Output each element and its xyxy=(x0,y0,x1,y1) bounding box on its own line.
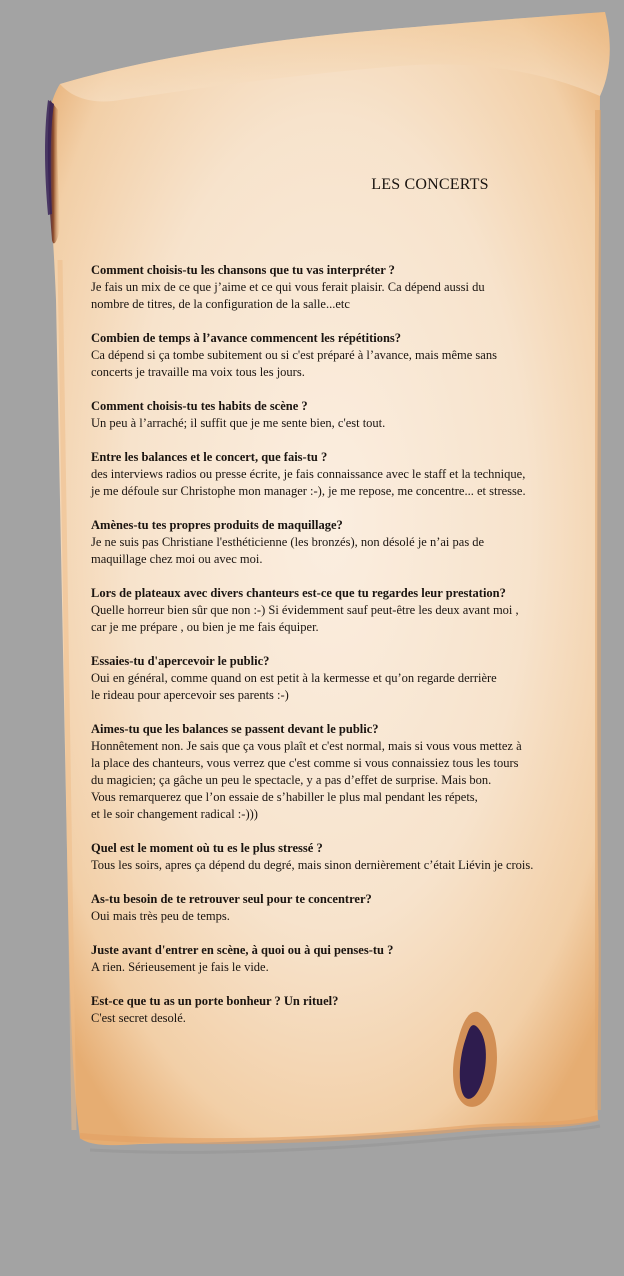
answer: des interviews radios ou presse écrite, je fais connaissance avec le staff et la technique, je me défoule sur Christophe mon manager :-), je me repose, me concentre... et stresse. xyxy=(91,467,526,498)
question: Comment choisis-tu les chansons que tu vas interpréter ? xyxy=(91,263,395,277)
answer: Je ne suis pas Christiane l'esthéticienne (les bronzés), non désolé je n’ai pas de maquillage chez moi ou avec moi. xyxy=(91,535,485,566)
question: Quel est le moment où tu es le plus stressé ? xyxy=(91,841,323,855)
qa-item xyxy=(91,517,601,568)
answer: Oui mais très peu de temps. xyxy=(91,909,230,923)
question: Est-ce que tu as un porte bonheur ? Un rituel? xyxy=(91,994,339,1008)
qa-item xyxy=(91,942,601,976)
question: Essaies-tu d'apercevoir le public? xyxy=(91,654,270,668)
answer: Un peu à l’arraché; il suffit que je me sente bien, c'est tout. xyxy=(91,416,386,430)
question: Juste avant d'entrer en scène, à quoi ou à qui penses-tu ? xyxy=(91,943,394,957)
qa-item xyxy=(91,585,601,636)
question: Entre les balances et le concert, que fais-tu ? xyxy=(91,450,328,464)
question: Aimes-tu que les balances se passent devant le public? xyxy=(91,722,379,736)
answer: Honnêtement non. Je sais que ça vous plaît et c'est normal, mais si vous vous mettez à la place des chanteurs, vous verrez que c'est comme si vous connaissiez tous les tours du magicien; ça gâche un peu le spectacle, y a pas d’effet de surprise. Mais bon. Vous remarquerez que l’on essaie de s’habiller le plus mal pendant les répets, et le soir changement radical :-))) xyxy=(91,739,522,821)
question: Combien de temps à l’avance commencent les répétitions? xyxy=(91,331,402,345)
answer: Je fais un mix de ce que j’aime et ce qui vous ferait plaisir. Ca dépend aussi du nombre de titres, de la configuration de la salle...etc xyxy=(91,280,485,311)
qa-item xyxy=(91,330,601,381)
qa-item xyxy=(91,653,601,704)
answer: Ca dépend si ça tombe subitement ou si c'est préparé à l’avance, mais même sans concerts je travaille ma voix tous les jours. xyxy=(91,348,497,379)
question: Comment choisis-tu tes habits de scène ? xyxy=(91,399,308,413)
qa-item xyxy=(91,891,601,925)
question: Lors de plateaux avec divers chanteurs est-ce que tu regardes leur prestation? xyxy=(91,586,506,600)
page-title: LES CONCERTS xyxy=(371,176,489,193)
answer: Oui en général, comme quand on est petit à la kermesse et qu’on regarde derrière le rideau pour apercevoir ses parents :-) xyxy=(91,671,497,702)
qa-item xyxy=(91,840,601,874)
qa-item xyxy=(91,993,601,1027)
question: As-tu besoin de te retrouver seul pour te concentrer? xyxy=(91,892,372,906)
qa-item xyxy=(91,721,601,823)
answer: Tous les soirs, apres ça dépend du degré, mais sinon dernièrement c’était Liévin je crois. xyxy=(91,858,534,872)
question: Amènes-tu tes propres produits de maquillage? xyxy=(91,518,343,532)
qa-item xyxy=(91,398,601,432)
answer: Quelle horreur bien sûr que non :-) Si évidemment sauf peut-être les deux avant moi , car je me prépare , ou bien je me fais équiper. xyxy=(91,603,519,634)
interview-qa-list xyxy=(91,262,601,1044)
qa-item xyxy=(91,449,601,500)
answer: A rien. Sérieusement je fais le vide. xyxy=(91,960,269,974)
answer: C'est secret desolé. xyxy=(91,1011,186,1025)
qa-item xyxy=(91,262,601,313)
